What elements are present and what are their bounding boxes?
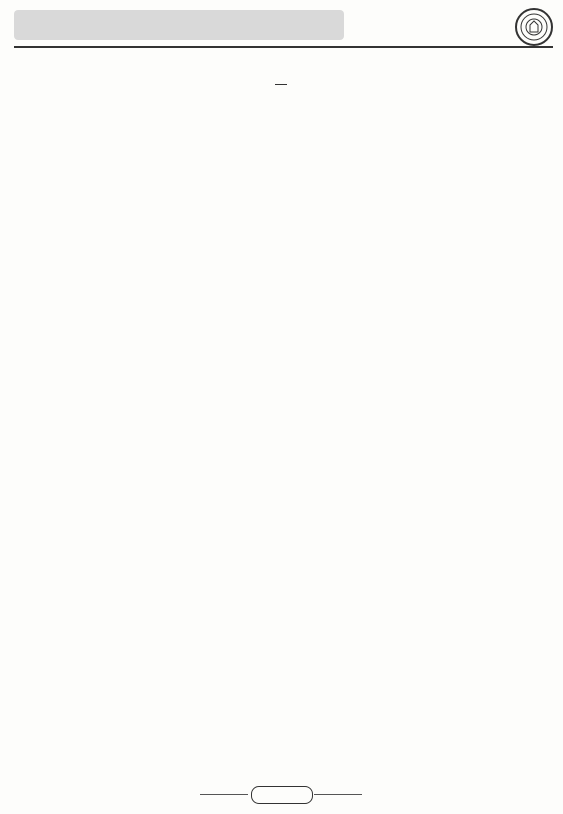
section-title-sub (12, 70, 550, 85)
page-header (0, 0, 563, 50)
header-rule (14, 46, 553, 48)
footer-line-right (314, 794, 362, 795)
page-footer (0, 784, 563, 808)
section-title-sub-text (275, 71, 287, 85)
school-seal-icon (515, 8, 553, 46)
page-content (12, 62, 550, 91)
page-number (251, 786, 313, 804)
footer-line-left (200, 794, 248, 795)
header-banner (14, 10, 344, 40)
